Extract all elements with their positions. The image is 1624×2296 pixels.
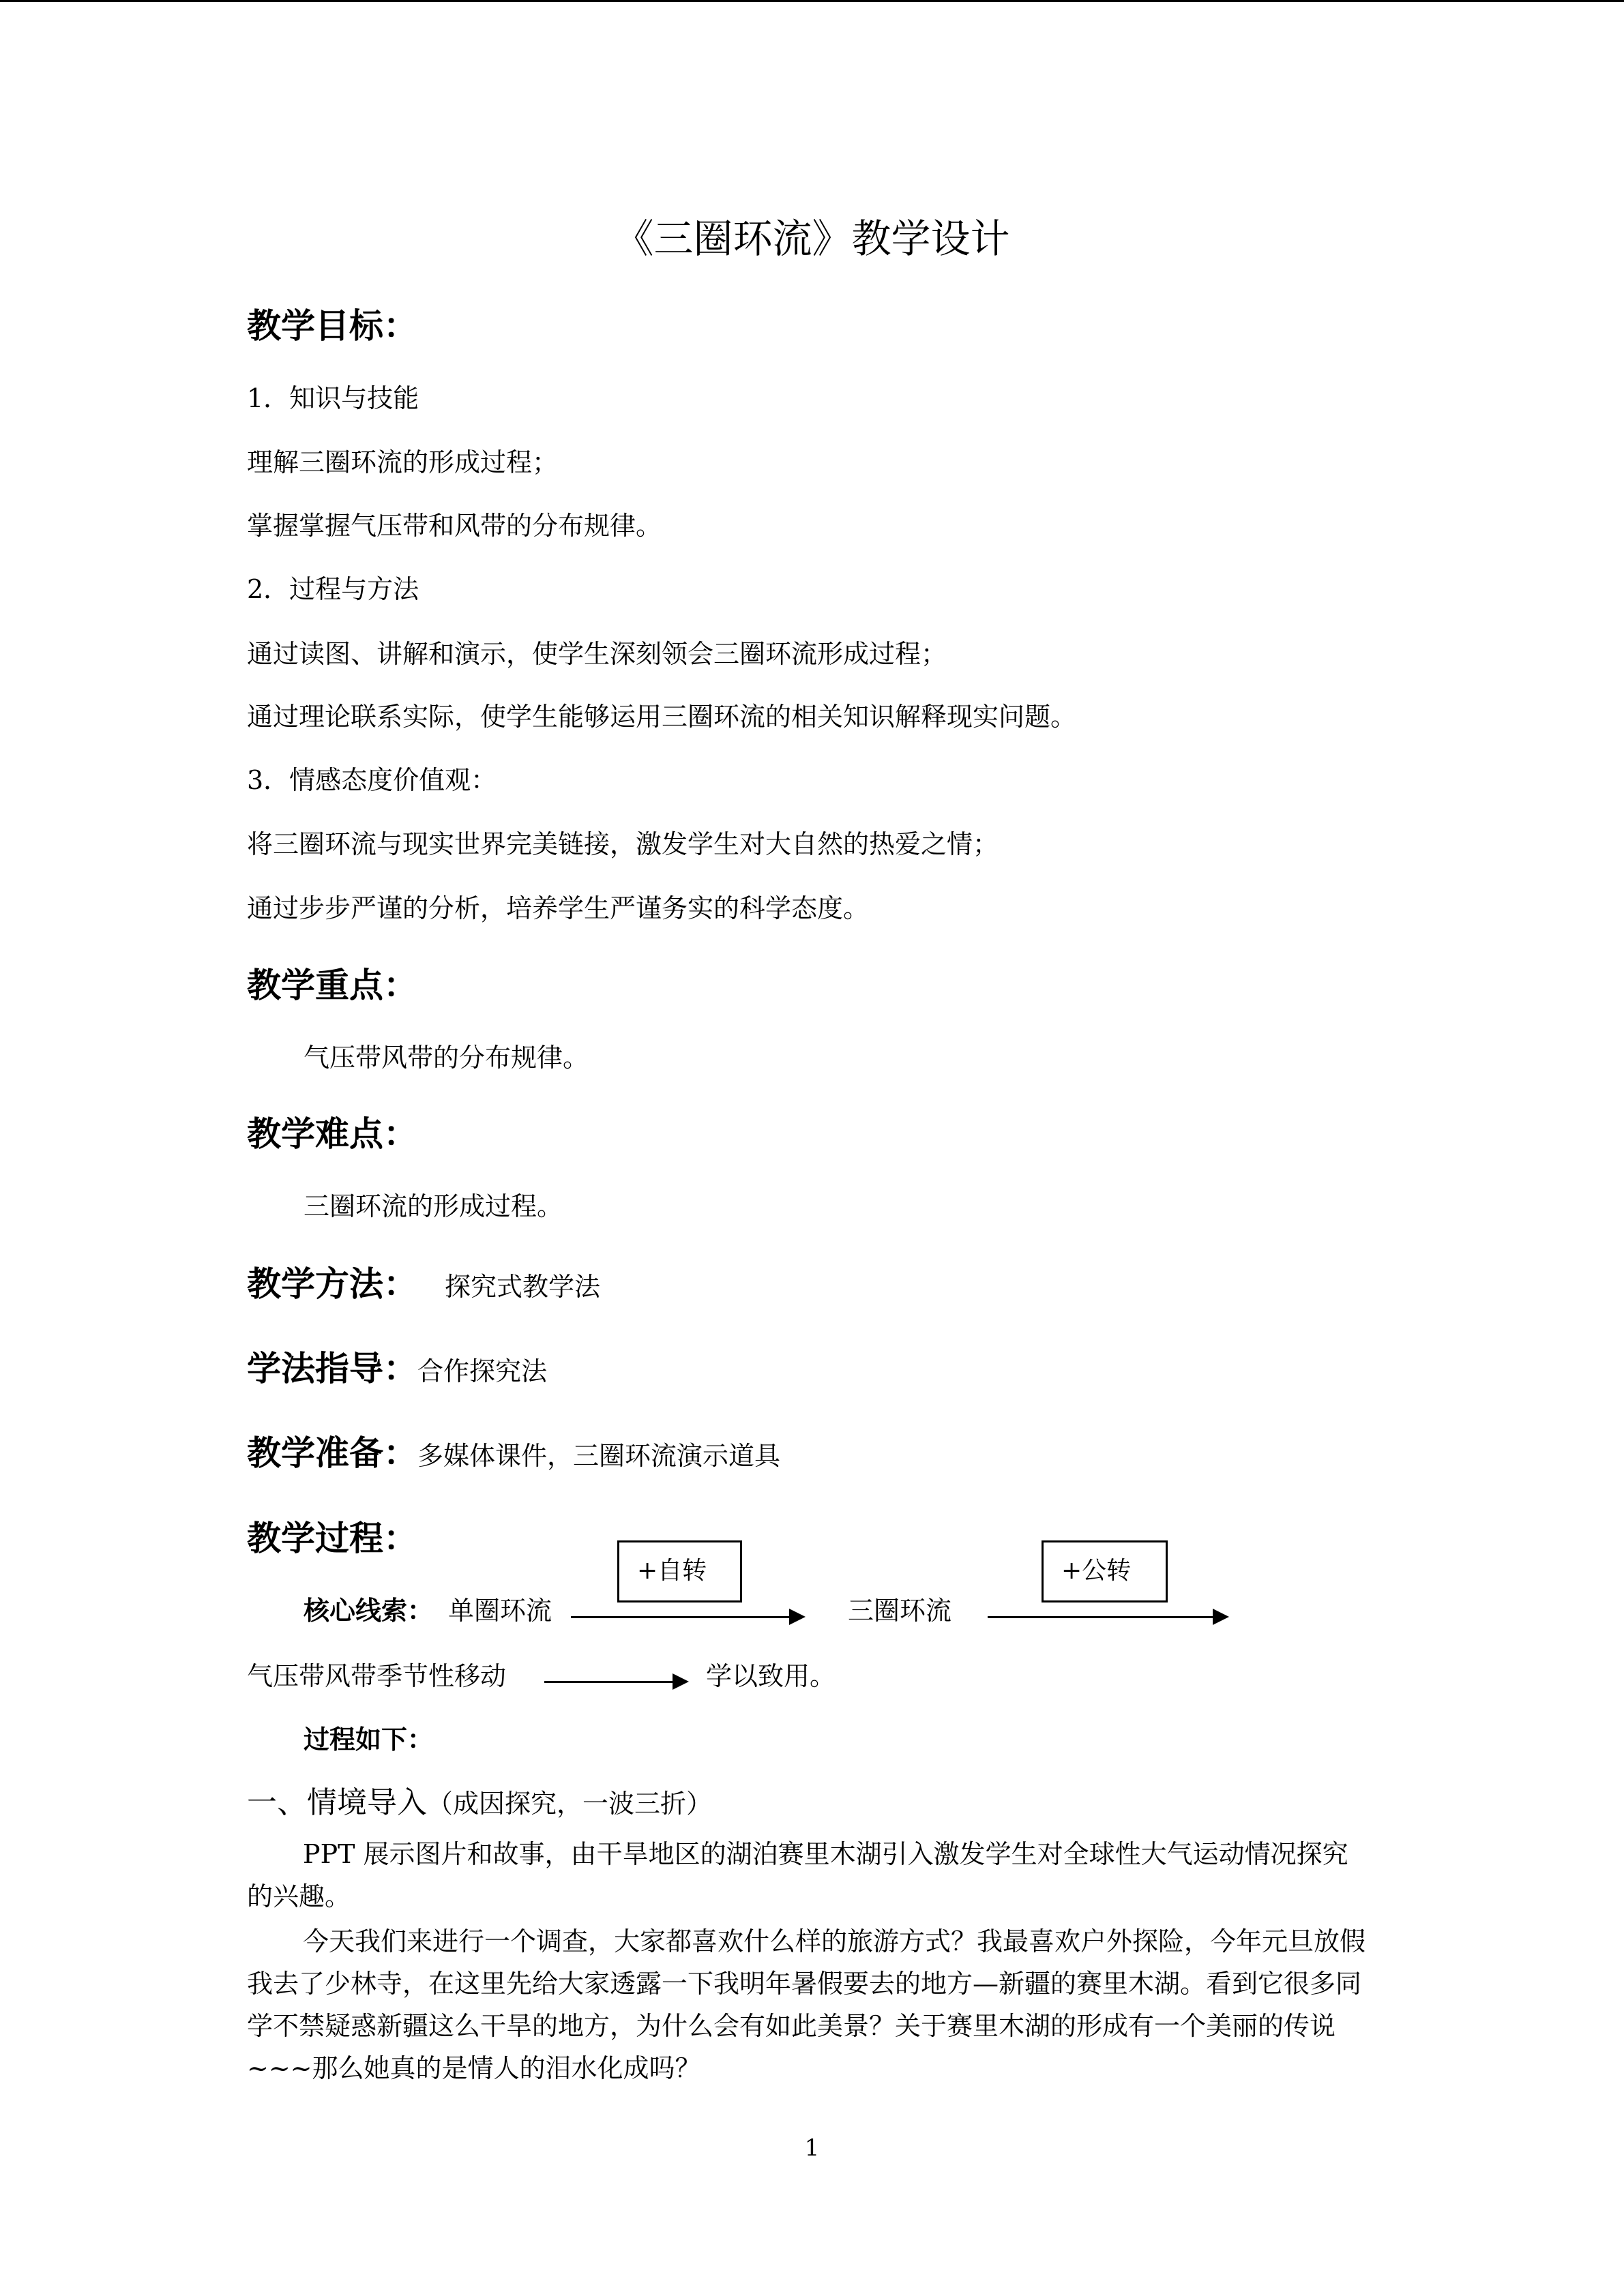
preparation-row: [247, 1429, 780, 1480]
objective-item: 3．情感态度价值观：: [247, 765, 497, 795]
key-point-text: 气压带风带的分布规律。: [304, 1043, 589, 1073]
process-heading: 教学过程：: [247, 1519, 417, 1558]
page-number: 1: [804, 2134, 820, 2162]
core-clue-label: 核心线索：: [304, 1596, 434, 1626]
flow-arrow-3: [544, 1681, 686, 1683]
study-guide-heading: 学法指导：: [247, 1349, 417, 1388]
section-1-paragraph: 今天我们来进行一个调查，大家都喜欢什么样的旅游方式？我最喜欢户外探险，今年元旦放假我去了少林寺，在这里先给大家透露一下我明年暑假要去的地方—新疆的赛里木湖。看到它很多同学不禁疑惑新疆这么干旱的地方，为什么会有如此美景？关于赛里木湖的形成有一个美丽的传说~~~那么她真的是情人的泪水化成吗？: [247, 1926, 1366, 2083]
flow-step-three-cell: 三圈环流: [848, 1596, 952, 1626]
objective-item: 通过理论联系实际，使学生能够运用三圈环流的相关知识解释现实问题。: [247, 702, 1077, 732]
process-follow-label: 过程如下：: [304, 1725, 434, 1755]
objective-item: 理解三圈环流的形成过程；: [247, 447, 559, 477]
objective-item: 通过读图、讲解和演示，使学生深刻领会三圈环流形成过程；: [247, 639, 947, 669]
flow-step-single-cell: 单圈环流: [448, 1596, 552, 1626]
rotation-box: +自转: [617, 1540, 742, 1602]
method-text: 探究式教学法: [445, 1272, 601, 1302]
objective-item: 通过步步严谨的分析，培养学生严谨务实的科学态度。: [247, 893, 870, 923]
objective-item: 掌握掌握气压带和风带的分布规律。: [247, 511, 662, 541]
method-heading: 教学方法：: [247, 1264, 417, 1304]
flow-arrow-2: [988, 1616, 1226, 1618]
page-top-border: [0, 0, 1624, 2]
preparation-heading: 教学准备：: [247, 1433, 417, 1473]
study-guide-row: [247, 1345, 547, 1395]
flow-step-application: 学以致用。: [706, 1661, 836, 1691]
flow-arrow-1: [571, 1616, 803, 1618]
revolution-box: +公转: [1042, 1540, 1168, 1602]
objective-item: 1．知识与技能: [247, 383, 419, 413]
method-row: [247, 1260, 600, 1311]
objective-item: 2．过程与方法: [247, 574, 419, 604]
objectives-heading: 教学目标：: [247, 306, 417, 346]
key-point-heading: 教学重点：: [247, 966, 417, 1005]
section-1-subtitle: （成因探究，一波三折）: [427, 1789, 713, 1819]
study-guide-text: 合作探究法: [417, 1356, 548, 1386]
preparation-text: 多媒体课件，三圈环流演示道具: [417, 1441, 781, 1471]
difficulty-heading: 教学难点：: [247, 1114, 417, 1154]
section-1-heading-row: [247, 1783, 712, 1824]
page-title: 《三圈环流》教学设计: [614, 215, 1010, 262]
flow-step-seasonal-shift: 气压带风带季节性移动: [247, 1661, 507, 1691]
difficulty-text: 三圈环流的形成过程。: [304, 1191, 563, 1221]
section-1-paragraph: PPT 展示图片和故事，由干旱地区的湖泊赛里木湖引入激发学生对全球性大气运动情况探究的兴趣。: [247, 1839, 1348, 1911]
section-1-heading: 一、情境导入: [247, 1785, 427, 1820]
objective-item: 将三圈环流与现实世界完美链接，激发学生对大自然的热爱之情；: [247, 829, 999, 859]
